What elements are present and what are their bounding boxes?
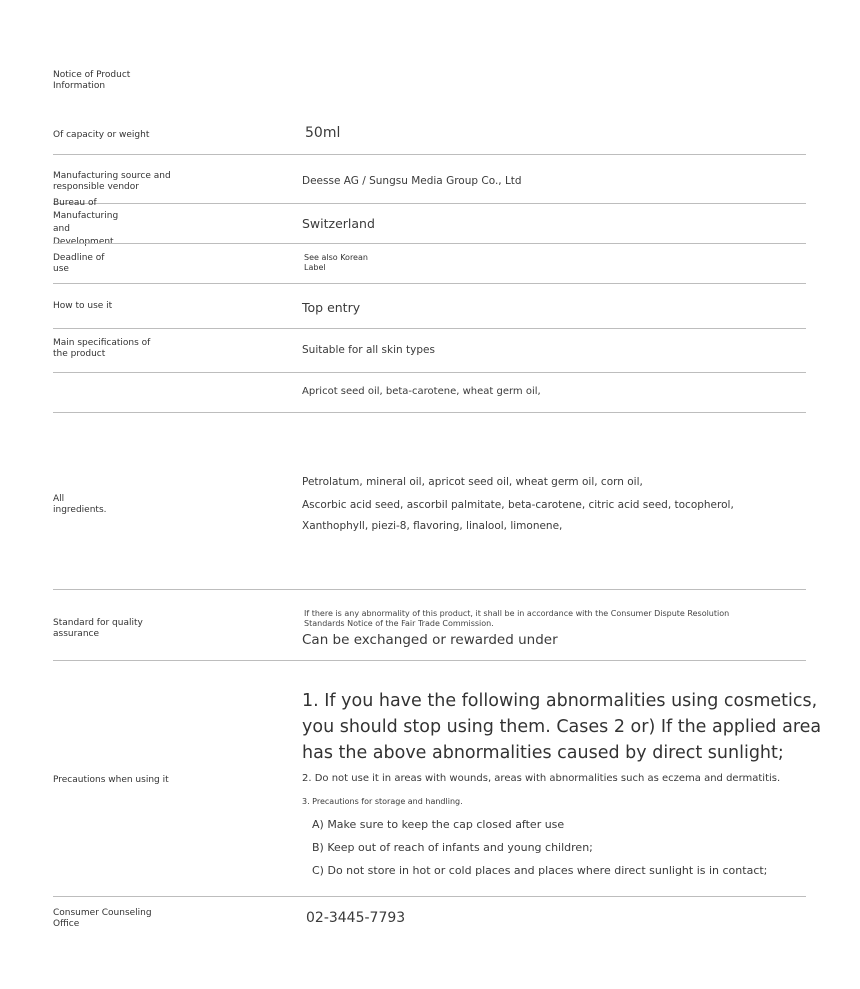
divider: [53, 328, 806, 329]
vendor-value: Deesse AG / Sungsu Media Group Co., Ltd: [302, 175, 522, 187]
ingredients-line: Ascorbic acid seed, ascorbil palmitate, beta-carotene, citric acid seed, tocopherol,: [302, 499, 734, 511]
capacity-value: 50ml: [305, 125, 341, 141]
deadline-label: Deadline of use: [53, 253, 105, 274]
divider: [53, 412, 806, 413]
precaution-item-2: 2. Do not use it in areas with wounds, areas with abnormalities such as eczema and dermatitis.: [302, 773, 781, 784]
divider: [53, 372, 806, 373]
divider: [53, 896, 806, 897]
quality-label: Standard for quality assurance: [53, 618, 143, 639]
vendor-label: Manufacturing source and responsible vendor: [53, 171, 171, 192]
ingredients-line: Xanthophyll, piezi-8, flavoring, linalool, limonene,: [302, 520, 563, 532]
usage-label: How to use it: [53, 301, 113, 311]
specs-label: Main specifications of the product: [53, 338, 151, 359]
counseling-phone: 02-3445-7793: [306, 910, 406, 926]
precaution-subitem: C) Do not store in hot or cold places and places where direct sunlight is in contact;: [312, 864, 768, 877]
bureau-label: Bureau of Manufacturing and Development: [53, 198, 119, 247]
divider: [53, 243, 806, 244]
divider: [53, 660, 806, 661]
divider: [53, 589, 806, 590]
precaution-subitem: B) Keep out of reach of infants and young children;: [312, 841, 593, 854]
divider: [53, 283, 806, 284]
capacity-label: Of capacity or weight: [53, 130, 150, 140]
precaution-subitem: A) Make sure to keep the cap closed after use: [312, 818, 565, 831]
counseling-label: Consumer Counseling Office: [53, 908, 152, 929]
bureau-value: Switzerland: [302, 216, 375, 231]
deadline-value: See also Korean Label: [304, 253, 368, 272]
usage-value: Top entry: [302, 300, 361, 315]
ingredients-line: Petrolatum, mineral oil, apricot seed oil, wheat germ oil, corn oil,: [302, 476, 643, 488]
precautions-label: Precautions when using it: [53, 775, 169, 785]
all-ingredients-label: All ingredients.: [53, 494, 107, 515]
quality-note: If there is any abnormality of this product, it shall be in accordance with the Consumer Dispute Resolution Standards Notice of the Fair Trade Commission.: [304, 609, 730, 628]
divider: [53, 154, 806, 155]
precaution-item-3: 3. Precautions for storage and handling.: [302, 797, 463, 806]
specs-value: Suitable for all skin types: [302, 344, 435, 356]
key-ingredients-value: Apricot seed oil, beta-carotene, wheat germ oil,: [302, 386, 541, 397]
divider: [53, 203, 806, 204]
quality-value: Can be exchanged or rewarded under: [302, 632, 558, 648]
precaution-item-1: 1. If you have the following abnormalities using cosmetics, you should stop using them. Cases 2 or) If the applied area has the above abnormalities caused by direct sunlight;: [302, 691, 822, 763]
page-title: Notice of Product Information: [53, 70, 131, 91]
